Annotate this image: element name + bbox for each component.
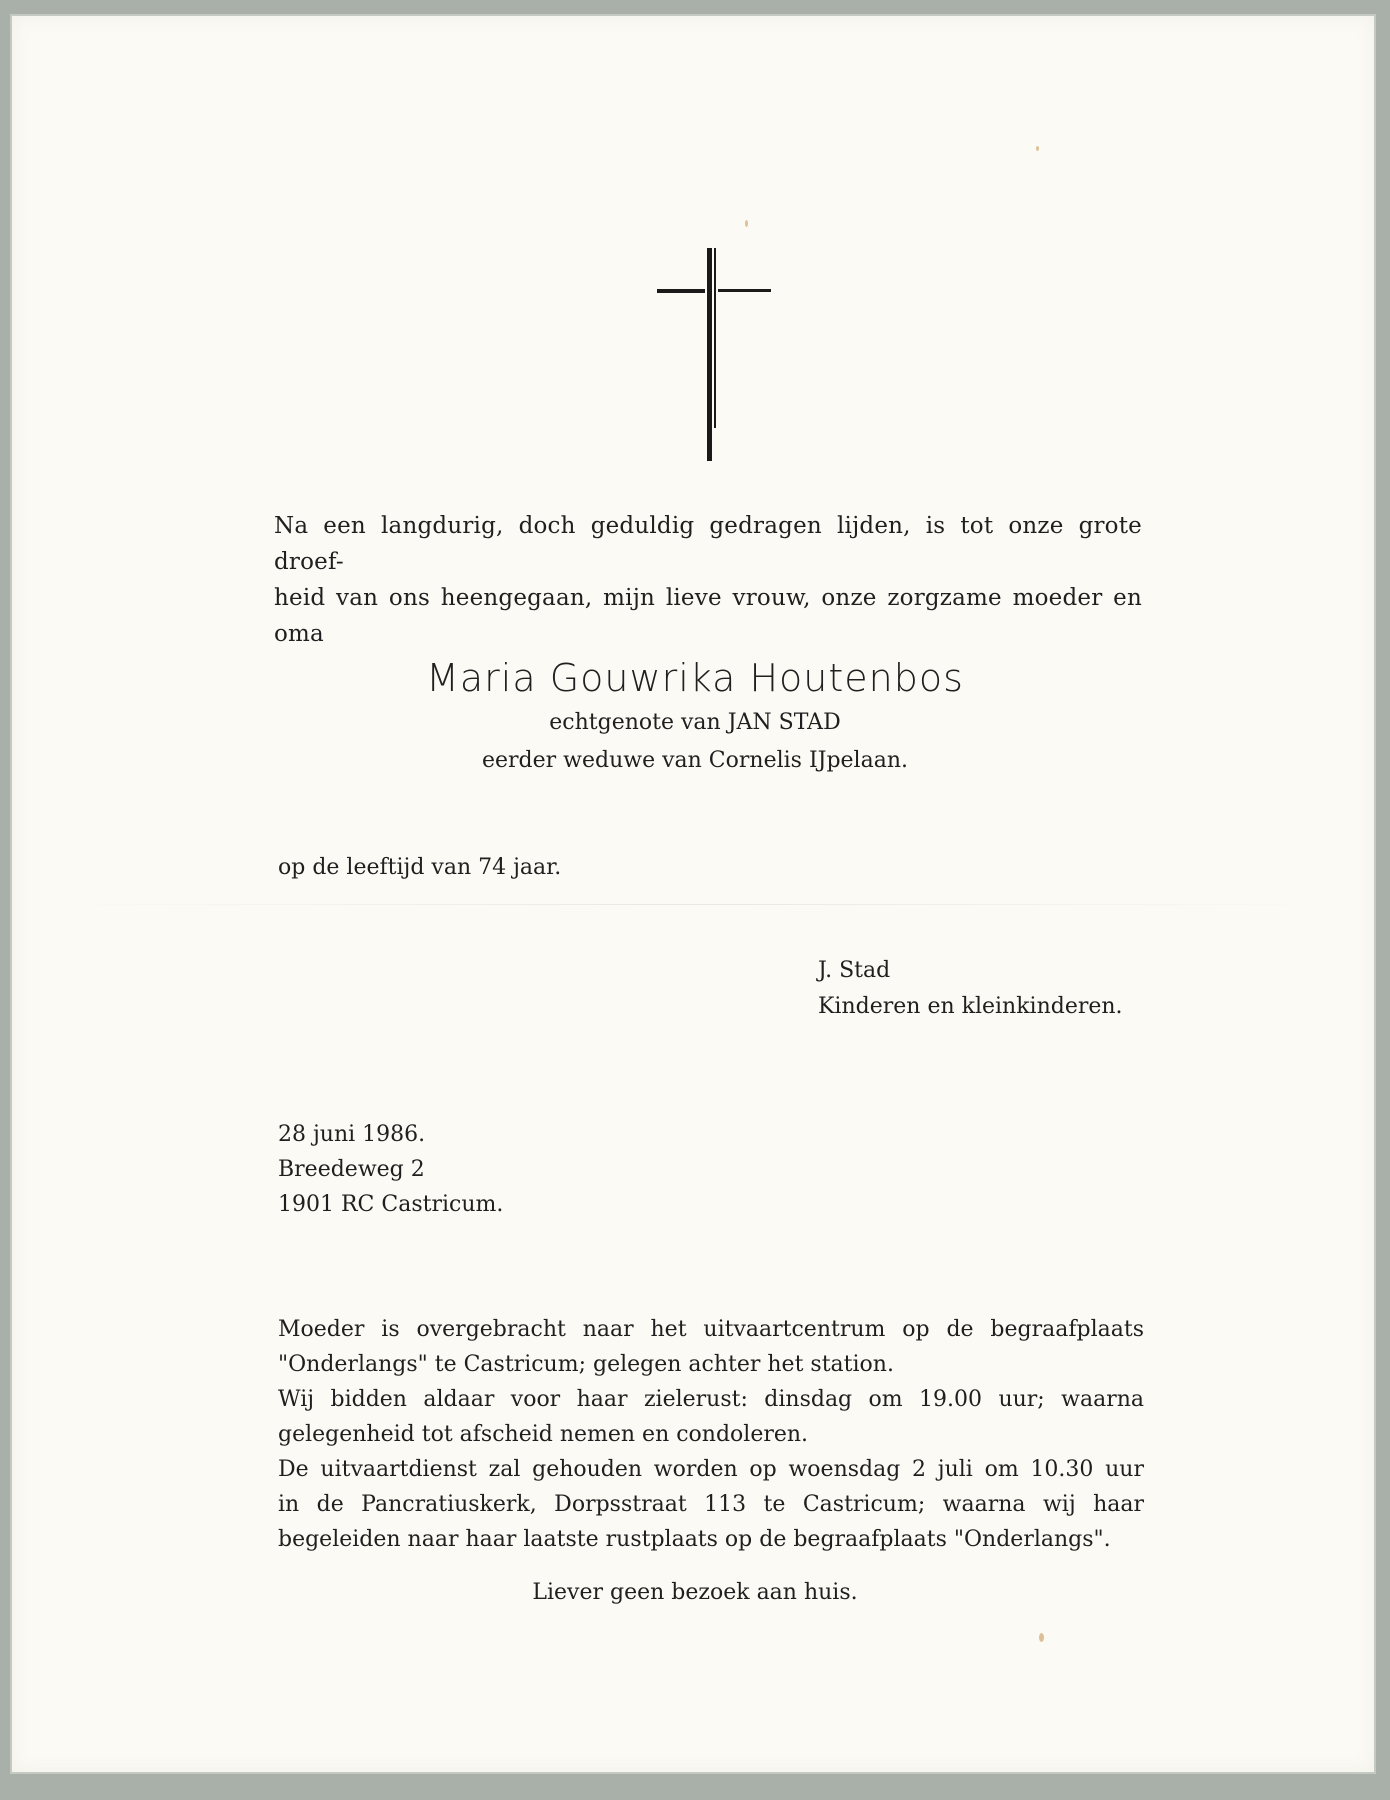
intro-line: Na een langdurig, doch geduldig gedragen lijden, is tot onze grote droef-	[274, 513, 1142, 575]
stain-mark	[745, 220, 748, 227]
body-line: begeleiden naar haar laatste rustplaats op de begraafplaats "Onderlangs".	[278, 1527, 1111, 1552]
fold-line	[52, 904, 1334, 905]
closing-line: Liever geen bezoek aan huis.	[532, 1580, 858, 1605]
date-line: 28 juni 1986.	[278, 1122, 426, 1147]
stain-mark	[1039, 1633, 1044, 1642]
body-line: Wij bidden aldaar voor haar zielerust: dinsdag om 19.00 uur; waarna	[278, 1387, 1144, 1412]
address-street: Breedeweg 2	[278, 1157, 425, 1182]
address-city: 1901 RC Castricum.	[278, 1192, 504, 1217]
spouse-line: echtgenote van JAN STAD	[549, 710, 841, 735]
body-line: gelegenheid tot afscheid nemen en condoleren.	[278, 1422, 809, 1447]
body-line: De uitvaartdienst zal gehouden worden op woensdag 2 juli om 10.30 uur	[278, 1457, 1144, 1482]
stain-mark	[1036, 146, 1039, 151]
intro-line: oma	[274, 621, 324, 647]
deceased-name: Maria Gouwrika Houtenbos	[426, 656, 964, 700]
widow-line: eerder weduwe van Cornelis IJpelaan.	[481, 748, 908, 773]
signature-line: J. Stad	[818, 958, 891, 983]
age-line: op de leeftijd van 74 jaar.	[278, 855, 562, 880]
intro-paragraph	[274, 508, 1142, 652]
body-line: Moeder is overgebracht naar het uitvaartcentrum op de begraafplaats	[278, 1317, 1144, 1342]
body-line: in de Pancratiuskerk, Dorpsstraat 113 te Castricum; waarna wij haar	[278, 1492, 1144, 1517]
cross-icon	[657, 248, 772, 463]
signature-line: Kinderen en kleinkinderen.	[818, 994, 1123, 1019]
intro-line: heid van ons heengegaan, mijn lieve vrouw, onze zorgzame moeder en	[274, 585, 1142, 611]
arrangements-paragraph	[278, 1312, 1144, 1557]
body-line: "Onderlangs" te Castricum; gelegen achter het station.	[278, 1352, 894, 1377]
